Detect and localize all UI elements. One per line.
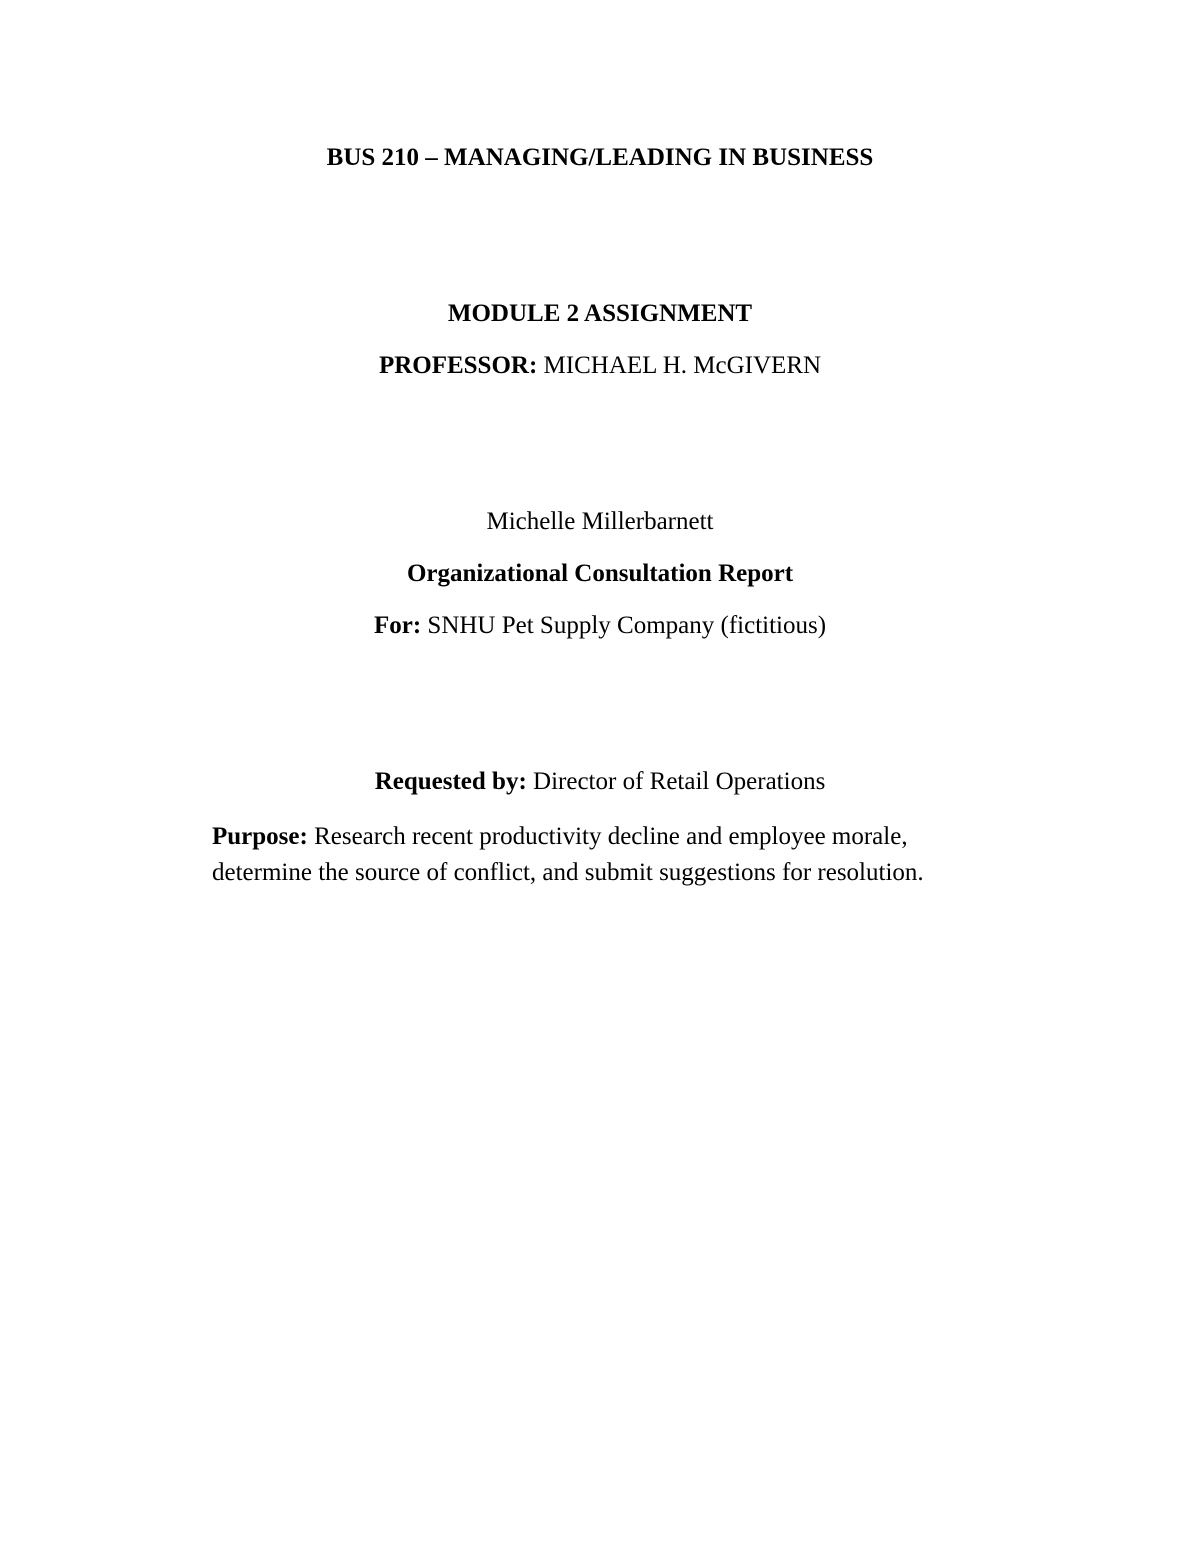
professor-line bbox=[0, 351, 1200, 381]
requested-by-value: Director of Retail Operations bbox=[526, 768, 826, 795]
purpose-line-2: determine the source of conflict, and submit suggestions for resolution. bbox=[212, 859, 924, 886]
client-label: For: bbox=[373, 612, 422, 639]
course-title: BUS 210 – MANAGING/LEADING IN BUSINESS bbox=[326, 144, 874, 171]
professor-name: MICHAEL H. McGIVERN bbox=[537, 352, 822, 379]
client-value: SNHU Pet Supply Company (fictitious) bbox=[421, 612, 827, 639]
purpose-label: Purpose: bbox=[212, 823, 308, 850]
module-title: MODULE 2 ASSIGNMENT bbox=[447, 300, 753, 327]
report-title: Organizational Consultation Report bbox=[406, 560, 794, 587]
client-line bbox=[0, 611, 1200, 641]
requested-by-label: Requested by: bbox=[374, 768, 527, 795]
student-name: Michelle Millerbarnett bbox=[486, 508, 714, 535]
purpose-paragraph bbox=[212, 819, 1032, 891]
purpose-line-1 bbox=[212, 819, 1032, 855]
requested-by-line bbox=[0, 767, 1200, 797]
professor-label: PROFESSOR: bbox=[378, 352, 538, 379]
purpose-text-1: Research recent productivity decline and employee morale, bbox=[307, 823, 908, 850]
